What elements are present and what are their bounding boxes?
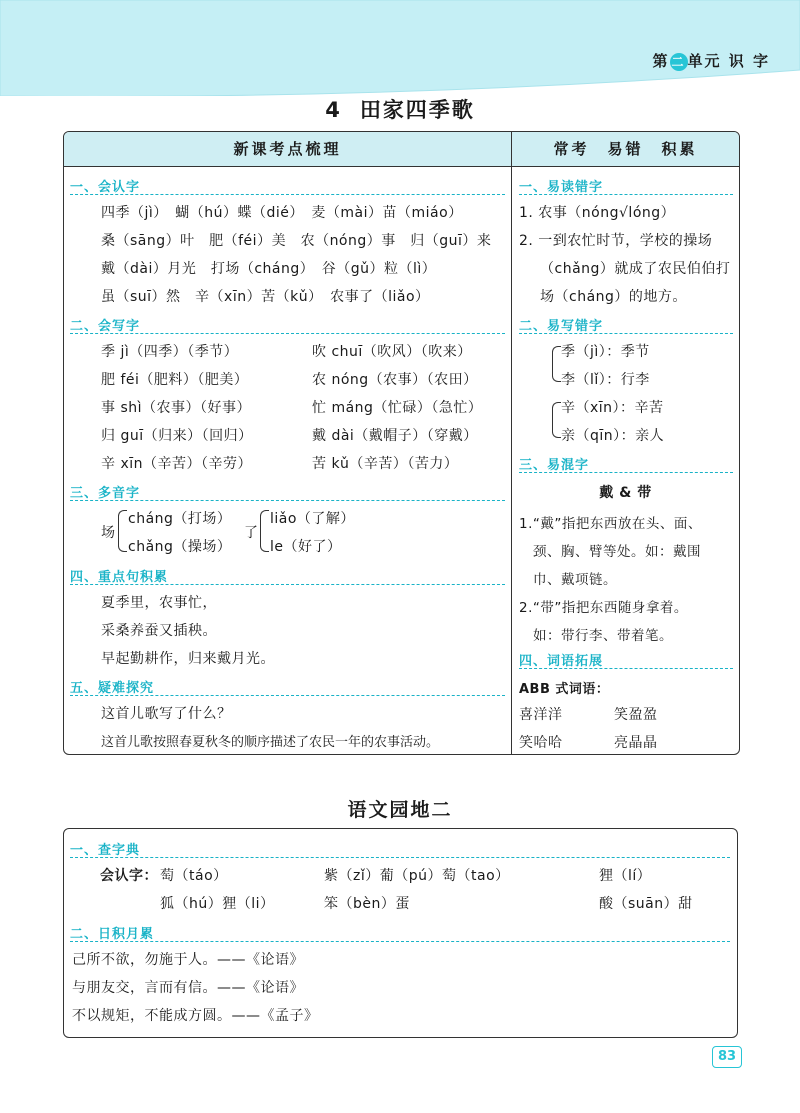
section-divider (70, 333, 505, 334)
confusing-explain: 颈、胸、臂等处。如：戴围 (519, 544, 701, 560)
section-recognize-title: 一、会认字 (70, 180, 141, 195)
section-divider (519, 333, 733, 334)
section-polyphonic-title: 三、多音字 (70, 486, 141, 501)
confusing-explain: 如：带行李、带着笔。 (519, 628, 673, 644)
inquiry-question: 这首儿歌写了什么？ (101, 706, 232, 722)
dictionary-item: 狐（hú）狸（li） (160, 896, 275, 912)
section-divider (70, 941, 730, 942)
right-column-header: 常考 易错 积累 (512, 132, 739, 167)
key-sentence: 早起勤耕作，归来戴月光。 (101, 651, 275, 667)
section-divider (70, 695, 505, 696)
write-item: 忙 máng（忙碌）（急忙） (312, 400, 483, 416)
recognize-row: 虽（suī）然 辛（xīn）苦（kǔ） 农事了（liǎo） (101, 289, 430, 305)
section-divider (70, 857, 730, 858)
abb-word: 笑盈盈 (614, 707, 658, 723)
dictionary-item: 狸（lí） (599, 868, 652, 884)
column-divider (511, 132, 512, 754)
quote-line: 己所不欲，勿施于人。——《论语》 (72, 952, 304, 968)
polyphonic-char: 了 (244, 525, 259, 541)
dictionary-item: 笨（bèn）蛋 (324, 896, 410, 912)
unit-number-badge: 二 (671, 54, 686, 69)
abb-word: 笑哈哈 (519, 735, 563, 751)
dictionary-item: 酸（suān）甜 (599, 896, 693, 912)
section-confusing-title: 三、易混字 (519, 458, 590, 473)
section-sentences-title: 四、重点句积累 (70, 570, 169, 585)
miswrite-item: 亲（qīn）：亲人 (561, 428, 665, 444)
section-inquiry-title: 五、疑难探究 (70, 681, 155, 696)
section-expansion-title: 四、词语拓展 (519, 654, 604, 669)
unit-suffix: 单元 识 字 (687, 52, 770, 70)
brace-icon (552, 346, 561, 382)
section-dictionary-title: 一、查字典 (70, 843, 141, 858)
brace-icon (552, 402, 561, 438)
write-item: 归 guī（归来）（回归） (101, 428, 253, 444)
brace-icon (260, 510, 269, 552)
section-divider (519, 472, 733, 473)
write-item: 肥 féi（肥料）（肥美） (101, 372, 249, 388)
left-column-header: 新课考点梳理 (64, 132, 511, 167)
polyphonic-reading: le（好了） (270, 539, 342, 555)
misread-line: 1. 农事（nóng√lóng） (519, 205, 676, 221)
write-item: 季 jì（四季）（季节） (101, 344, 239, 360)
abb-word: 亮晶晶 (614, 735, 658, 751)
section-write-title: 二、会写字 (70, 319, 141, 334)
quote-line: 不以规矩，不能成方圆。——《孟子》 (72, 1008, 319, 1024)
recognize-row: 四季（jì） 蝴（hú）蝶（dié） 麦（mài）苗（miáo） (101, 205, 463, 221)
lesson-name: 田家四季歌 (359, 98, 475, 122)
garden-title: 语文园地二 (347, 799, 453, 821)
garden-box (63, 828, 738, 1038)
lesson-number: 4 (325, 98, 342, 122)
polyphonic-reading: cháng（打场） (128, 511, 232, 527)
write-item: 辛 xīn（辛苦）（辛劳） (101, 456, 252, 472)
miswrite-item: 辛（xīn）：辛苦 (561, 400, 664, 416)
misread-line: （chǎng）就成了农民伯伯打 (540, 261, 731, 277)
confusing-pair-heading: 戴 & 带 (599, 485, 652, 501)
section-divider (70, 500, 505, 501)
write-item: 吹 chuī（吹风）（吹来） (312, 344, 472, 360)
section-divider (519, 668, 733, 669)
confusing-explain: 1.“戴”指把东西放在头、面、 (519, 516, 702, 532)
abb-subtitle: ABB 式词语： (519, 682, 610, 697)
unit-prefix: 第 (652, 52, 670, 70)
dictionary-item: 紫（zǐ）葡（pú）萄（tao） (324, 868, 510, 884)
key-sentence: 夏季里，农事忙， (101, 595, 217, 611)
polyphonic-reading: chǎng（操场） (128, 539, 232, 555)
section-misread-title: 一、易读错字 (519, 180, 604, 195)
brace-icon (118, 510, 127, 552)
miswrite-item: 李（lǐ）：行李 (561, 372, 650, 388)
section-accumulation-title: 二、日积月累 (70, 927, 155, 942)
recognize-row: 桑（sāng）叶 肥（féi）美 农（nóng）事 归（guī）来 (101, 233, 492, 249)
header-band (0, 0, 800, 96)
miswrite-item: 季（jì）：季节 (561, 344, 650, 360)
lesson-summary-box (63, 131, 740, 755)
write-item: 戴 dài（戴帽子）（穿戴） (312, 428, 478, 444)
misread-line: 场（cháng）的地方。 (540, 289, 687, 305)
polyphonic-reading: liǎo（了解） (270, 511, 355, 527)
section-divider (70, 194, 505, 195)
confusing-explain: 2.“带”指把东西随身拿着。 (519, 600, 688, 616)
quote-line: 与朋友交，言而有信。——《论语》 (72, 980, 304, 996)
inquiry-answer: 这首儿歌按照春夏秋冬的顺序描述了农民一年的农事活动。 (101, 735, 440, 750)
section-miswrite-title: 二、易写错字 (519, 319, 604, 334)
section-divider (70, 584, 505, 585)
recognize-row: 戴（dài）月光 打场（cháng） 谷（gǔ）粒（lì） (101, 261, 437, 277)
abb-word: 喜洋洋 (519, 707, 563, 723)
write-item: 苦 kǔ（辛苦）（苦力） (312, 456, 459, 472)
section-divider (519, 194, 733, 195)
unit-label (653, 50, 770, 71)
key-sentence: 采桑养蚕又插秧。 (101, 623, 217, 639)
lesson-title (0, 94, 800, 124)
polyphonic-char: 场 (101, 525, 116, 541)
write-item: 事 shì（农事）（好事） (101, 400, 252, 416)
write-item: 农 nóng（农事）（农田） (312, 372, 478, 388)
misread-line: 2. 一到农忙时节，学校的操场 (519, 233, 713, 249)
recognize-label: 会认字： (100, 868, 158, 884)
page-number: 83 (712, 1046, 742, 1068)
confusing-explain: 巾、戴项链。 (519, 572, 617, 588)
dictionary-item: 萄（táo） (160, 868, 228, 884)
